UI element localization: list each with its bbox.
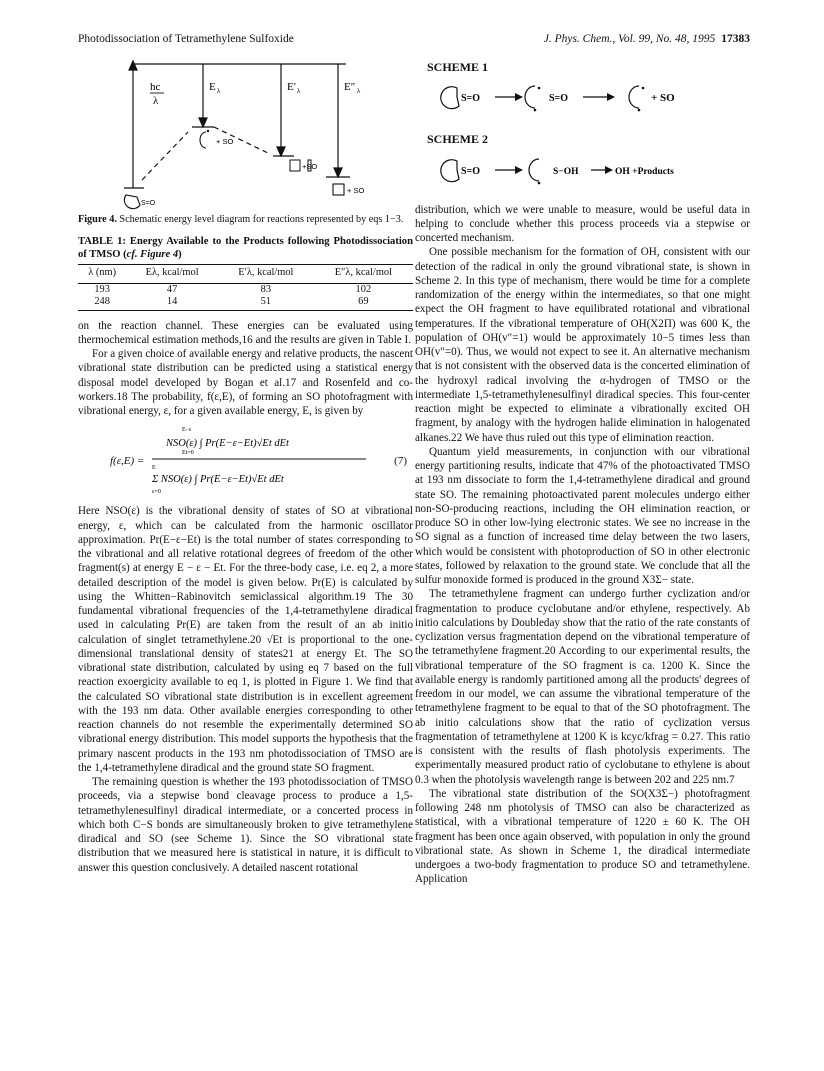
e-double-prime-label: E″	[344, 81, 356, 93]
table-cell: 51	[218, 296, 314, 311]
column-header: E″λ, kcal/mol	[314, 265, 413, 283]
tmso-label: S=O	[141, 200, 156, 207]
e-prime-label: E′	[287, 81, 297, 93]
diradical-so-label: + SO	[216, 137, 234, 146]
column-header: λ (nm)	[78, 265, 126, 283]
paragraph: distribution, which we were unable to measure, would be useful data in helping to conclude whether this process proceeds via a stepwise or concerted mechanism.	[415, 203, 750, 244]
page-number: 17383	[721, 33, 750, 45]
figure-4-caption	[78, 214, 413, 226]
scheme-2	[415, 147, 750, 191]
scheme-1-intermediate: S=O	[549, 93, 569, 105]
hc-label: hc	[150, 81, 161, 93]
table-1-label: TABLE 1:	[78, 236, 126, 248]
journal-citation: J. Phys. Chem., Vol. 99, No. 48, 1995	[543, 33, 716, 45]
table-row	[78, 283, 413, 296]
right-column	[415, 56, 750, 887]
paragraph: The vibrational state distribution of the SO(X3Σ−) photofragment following 248 nm photolysis of TMSO can also be characterized as statistical, with a vibrational temperature of 1220 ± 60 K. The OH fragment has been once again observed, with population in only the ground vibrational state. As shown in Scheme 1, the diradical intermediate undergoes a two-body fragmentation to produce SO and tetramethylene. Application	[415, 787, 750, 886]
running-head-journal	[544, 33, 750, 45]
table-cell: 47	[166, 283, 178, 295]
sum-lower-limit: ε=0	[152, 489, 161, 496]
paragraph: Here NSO(ε) is the vibrational density of states of SO at vibrational energy, ε, which can be calculated from the harmonic oscillator approximation. Pr(E−ε−Et) is the total number of states corresponding to the vibrational and all relative rotational degrees of freedom of the other fragment(s) at energy E − ε − Et. For the three-body case, i.e. eq 2, a more detailed description of the model is given below. Pr(E) is calculated by using the Whitten−Rabinovitch semiclassical algorithm.19 The 30 fundamental vibrational frequencies of the 1,4-tetramethylene diradical used in calculating Pr(E) are taken from the result of an ab initio calculation of singlet tetramethylene.20 √Et is proportional to the one-dimensional translational density of states21 at energy Et. The SO vibrational state distribution, calculated by using eq 7 based on the full reaction exoergicity available to eq 1, is plotted in Figure 1. We find that the calculated SO vibrational state distribution is in excellent agreement with the 193 nm data. Other available energies corresponding to other reaction channels do not resemble the experimentally determined SO vibrational energy distribution. This model supports the hypothesis that the primary nascent products in the 193 nm photodissociation of TMSO are the 1,4-tetramethylene diradical and the ground state SO fragment.	[78, 505, 413, 774]
running-head	[78, 33, 750, 49]
cyclobutane-so-label: + SO	[347, 186, 365, 195]
lambda-label: λ	[153, 95, 159, 107]
paragraph: Quantum yield measurements, in conjunction with our vibrational energy partitioning results, indicate that 47% of the photoactivated TMSO at 193 nm dissociate to form the 1,4-tetramethylene diradical and ground state SO. The remaining photoactivated parent molecules undergo either non-SO-producing reactions, including the OH elimination reaction, or produce SO in other low-lying electronic states. We see no increase in the SO signal as a function of increased time delay between the two lasers, which would be consistent with photoproduction of SO in other electronic states, followed by relaxation to the ground state. We conclude that all the sulfur monoxide formed is produced in the ground X3Σ− state.	[415, 445, 750, 586]
table-1-title-end: )	[178, 248, 182, 260]
scheme-2-products: OH +Products	[615, 166, 674, 177]
paragraph: The tetramethylene fragment can undergo further cyclization and/or fragmentation to produce cyclobutane and/or ethylene, respectively. Ab initio calculations by Doubleday show that the ratio of the rate constants of cyclization versus fragmentation depend on the vibrational temperature of the tetramethylene fragment.20 According to our experimental results, the vibrational temperature of the SO fragment is ca. 1200 K. Since the available energy is randomly partitioned among all the products' degrees of freedom in our model, we can assume the vibrational temperature of the tetramethylene fragment to be equal to that of the SO photofragment. The ab initio calculations show that the ratio of cyclization versus fragmentation of tetramethylene at 1200 K is kcyc/kfrag = 0.27. This ratio is consistent with the results of flash photolysis experiments. The experimentally measured product ratio of cyclobutane to ethylene is about 0.3 when the photolysis wavelength range is between 202 and 225 nm.7	[415, 588, 750, 786]
e-prime-sub: λ	[297, 87, 301, 95]
table-cell: 69	[314, 296, 413, 311]
paragraph: The remaining question is whether the 193 photodissociation of TMSO proceeds, via a stepwise bond cleavage process to produce a 1,5-tetramethylenesulfinyl diradical intermediate, or a concerted process in which both C−S bonds are simultaneously broken to give tetramethylene diradical and SO (see Scheme 1). Since the SO vibrational state distribution that we measured here is statistical in nature, it is difficult to answer this question conclusively. A detailed nascent rotational	[78, 776, 413, 874]
intermediate-so-label: +SO	[302, 162, 318, 171]
column-header: Eλ, kcal/mol	[126, 265, 218, 283]
numerator-lower-limit: Et=0	[182, 450, 194, 457]
table-cell: 83	[260, 283, 272, 295]
scheme-1-products: + SO	[651, 92, 675, 105]
table-cell: 102	[355, 283, 372, 295]
scheme-2-tmso: S=O	[461, 165, 481, 177]
paragraph: on the reaction channel. These energies can be evaluated using thermochemical estimation methods,16 and the results are given in Table I.	[78, 319, 413, 346]
table-header-row	[78, 265, 413, 283]
e-lambda-sub: λ	[217, 87, 221, 95]
table-cell: 193	[94, 283, 110, 295]
e-double-prime-sub: λ	[357, 87, 361, 95]
paragraph: One possible mechanism for the formation of OH, consistent with our detection of the radical in only the ground vibrational state, is shown in Scheme 2. In this type of mechanism, there would be time for a complete randomization of the energy within the intermediates, so that one might expect the OH fragment to have equilibrated rotational and vibrational temperatures. If the vibrational temperature of OH(X2Π) was 600 K, the population of OH(v″=1) would be approximately 10−5 times less than OH(v″=0). Thus, we would not expect to see it. An alternative mechanism that is not consistent with the observed data is the concerted elimination of the hydroxyl radical involving the α-hydrogen of TMSO or the intermediate 1,5-tetramethylenesulfinyl diradical species. This four-center reaction might be expected to eliminate a vibrationally excited OH fragment, by analogy with the hydrogen halide elimination in halogenated alkanes.22 We have thus ruled out this type of elimination reaction.	[415, 246, 750, 444]
figure-4-caption-text: Schematic energy level diagram for reactions represented by eqs 1−3.	[116, 214, 404, 225]
sum-upper-limit: E	[152, 465, 156, 472]
scheme-1-tmso: S=O	[461, 93, 481, 105]
table-cell: 248	[78, 296, 126, 311]
numerator-upper-limit: E−ε	[182, 427, 192, 434]
equation-denominator: Σ NSO(ε) ∫ Pr(E−ε−Et)√Et dEt	[152, 474, 284, 486]
column-header: E′λ, kcal/mol	[218, 265, 314, 283]
equation-number: (7)	[394, 455, 407, 468]
equation-fraction	[152, 424, 372, 496]
e-lambda-label: E	[209, 81, 216, 93]
running-head-title: Photodissociation of Tetramethylene Sulfoxide	[78, 33, 294, 45]
table-cell: 14	[126, 296, 218, 311]
scheme-1	[415, 74, 750, 118]
scheme-1-title: SCHEME 1	[427, 60, 489, 74]
equation-lhs: f(ε,E) =	[110, 455, 145, 468]
paragraph: For a given choice of available energy and relative products, the nascent vibrational state distribution can be predicted using a statistical energy disposal model developed by Bogan et al.17 and Rosenfeld and co-workers.18 The probability, f(ε,E), of forming an SO photofragment with vibrational energy, ε, for a given available energy, E, is given by	[78, 348, 413, 418]
scheme-2-intermediate: S−OH	[553, 166, 579, 177]
equation-numerator: NSO(ε) ∫ Pr(E−ε−Et)√Et dEt	[166, 438, 289, 450]
figure-4-caption-label: Figure 4.	[78, 214, 117, 225]
table-1	[78, 264, 413, 310]
figure-4-energy-diagram	[78, 60, 413, 210]
table-1-title-ref: cf. Figure 4	[126, 248, 179, 260]
left-column	[78, 56, 413, 875]
equation-7	[78, 424, 413, 496]
table-1-title	[78, 236, 413, 261]
table-row	[78, 296, 413, 311]
scheme-2-title: SCHEME 2	[427, 132, 489, 147]
table-1-title-text: Energy Available to the Products following Photodissociation of TMSO (	[78, 236, 413, 260]
